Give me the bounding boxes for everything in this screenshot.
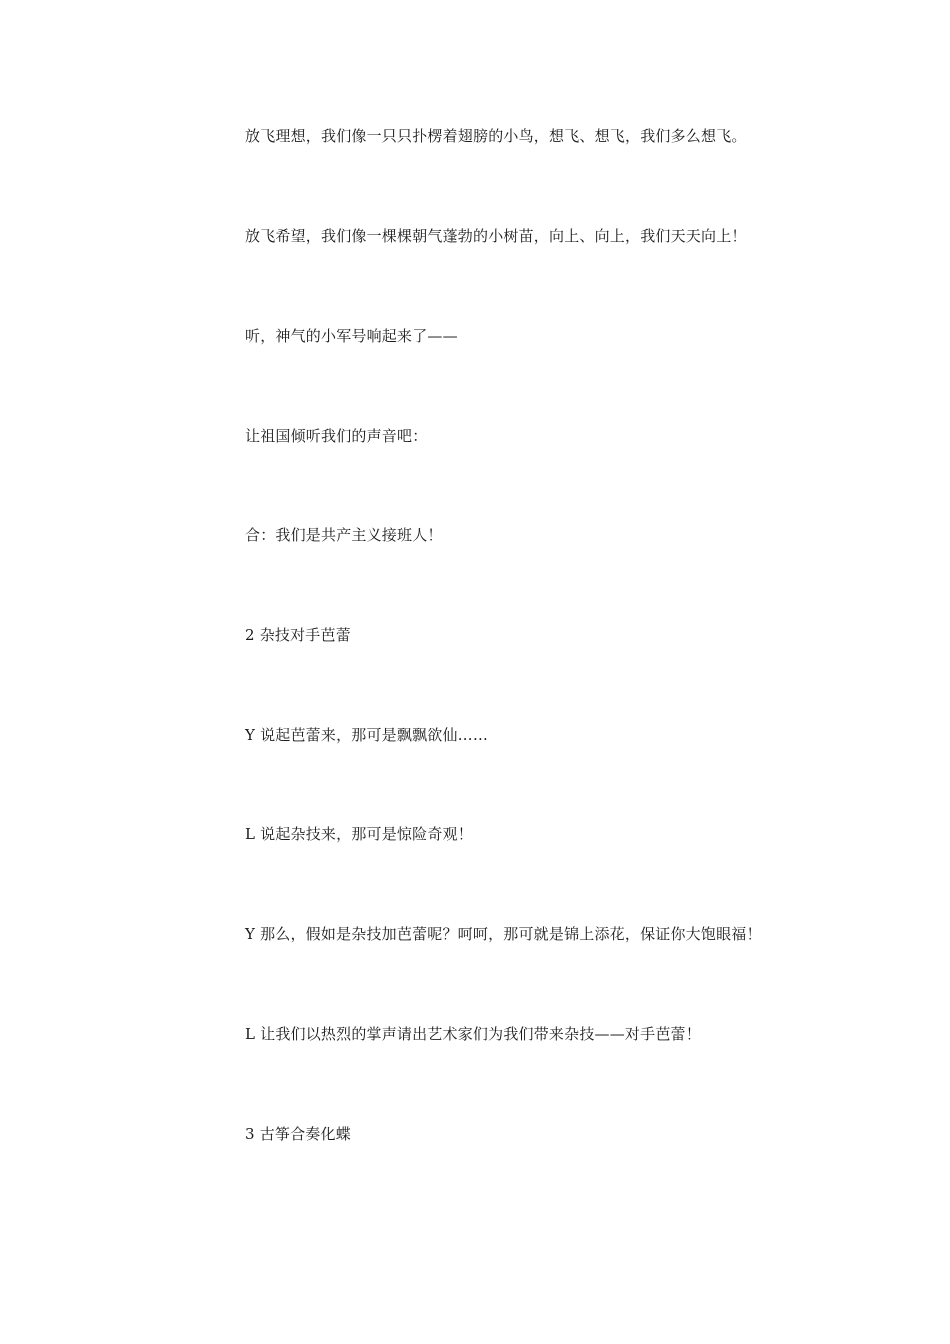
paragraph-chorus: 合：我们是共产主义接班人！: [245, 526, 443, 544]
paragraph-hope: 放飞希望，我们像一棵棵朝气蓬勃的小树苗，向上、向上，我们天天向上！: [245, 227, 747, 245]
paragraph-motherland: 让祖国倾听我们的声音吧：: [245, 427, 428, 445]
paragraph-y-ballet: Y 说起芭蕾来，那可是飘飘欲仙……: [245, 726, 489, 744]
section-heading-acrobatics-ballet: 2 杂技对手芭蕾: [245, 626, 351, 644]
paragraph-l-acrobatics: L 说起杂技来，那可是惊险奇观！: [245, 825, 473, 843]
section-heading-guzheng: 3 古筝合奏化蝶: [245, 1125, 351, 1143]
paragraph-y-combined: Y 那么，假如是杂技加芭蕾呢？呵呵，那可就是锦上添花，保证你大饱眼福！: [245, 925, 762, 943]
paragraph-dream: 放飞理想，我们像一只只扑楞着翅膀的小鸟，想飞、想飞，我们多么想飞。: [245, 127, 747, 145]
paragraph-bugle: 听，神气的小军号响起来了——: [245, 327, 458, 345]
paragraph-l-applause: L 让我们以热烈的掌声请出艺术家们为我们带来杂技——对手芭蕾！: [245, 1025, 701, 1043]
